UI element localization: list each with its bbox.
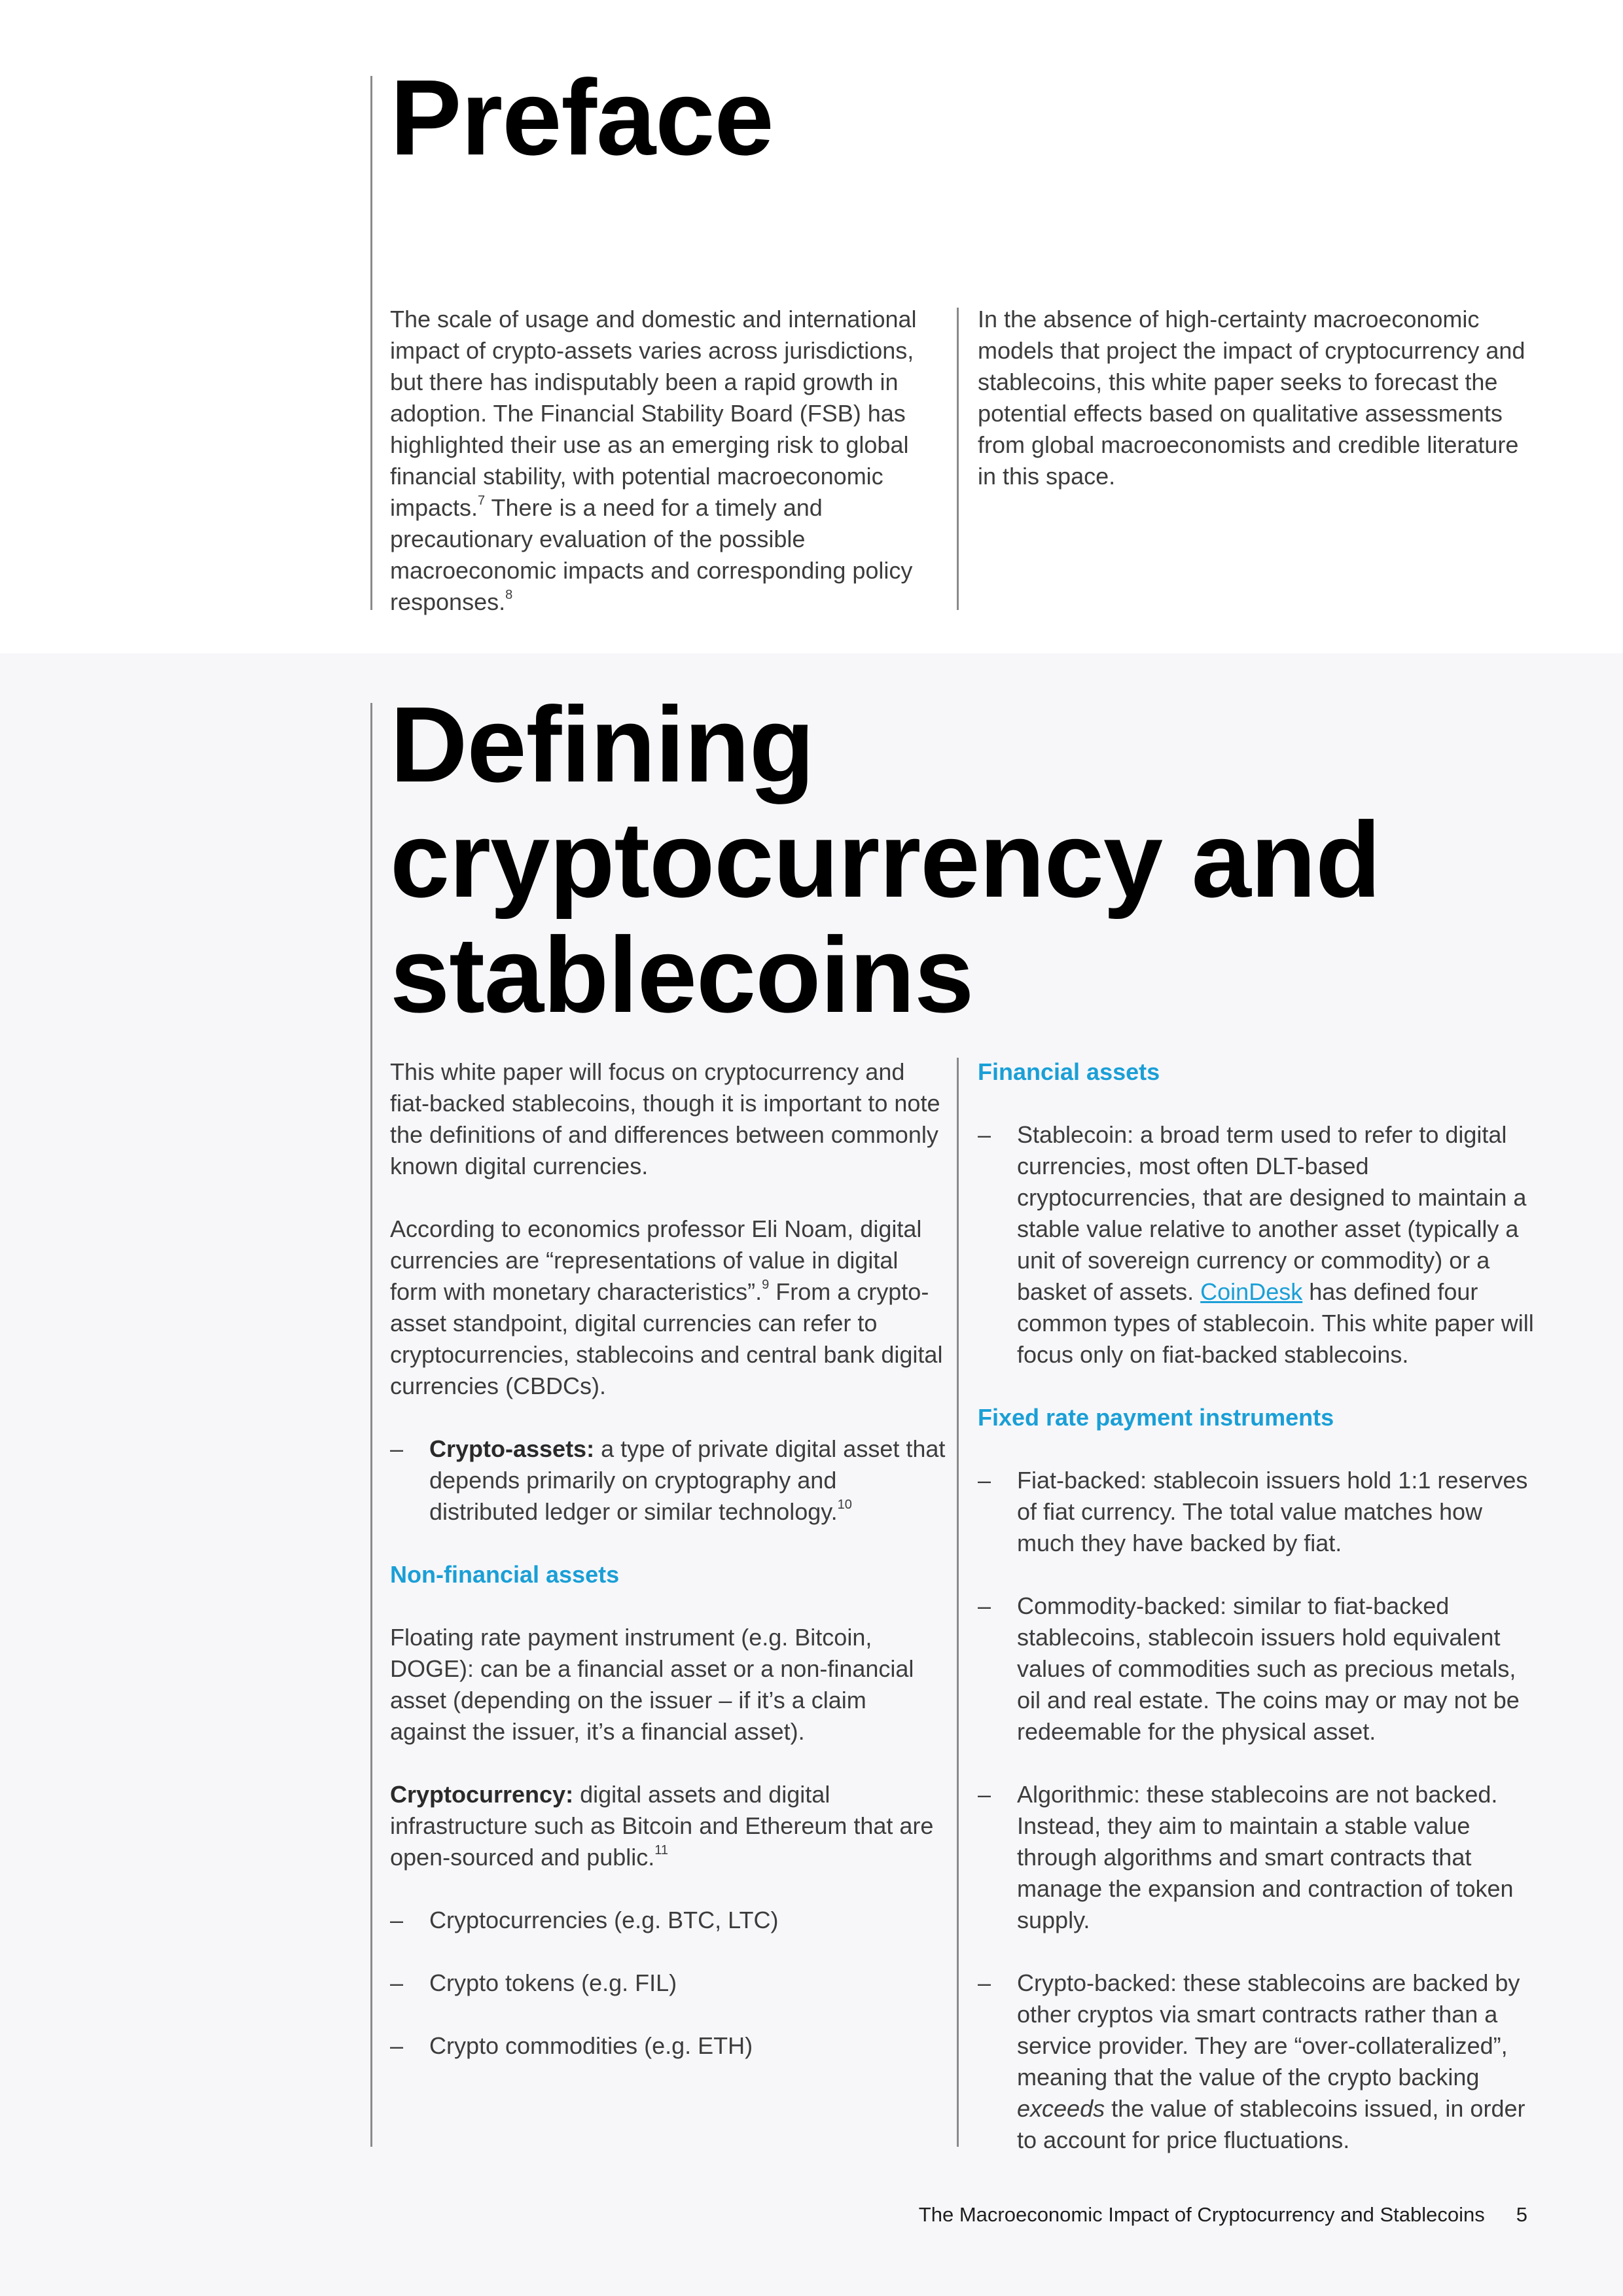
non-financial-heading: Non-financial assets bbox=[390, 1561, 620, 1588]
floating-rate-paragraph: Floating rate payment instrument (e.g. Bitcoin, DOGE): can be a financial asset or a non-financial asset (depending on the issuer – if it’s a claim against the issuer, it’s a financial asset). bbox=[390, 1624, 914, 1745]
preface-column-rule bbox=[957, 308, 959, 610]
preface-title: Preface bbox=[390, 58, 774, 177]
algorithmic-item: – Algorithmic: these stablecoins are not backed. Instead, they aim to maintain a stable value through algorithms and smart contracts that manage the expansion and contraction of token supply. bbox=[978, 1779, 1541, 1936]
defining-column-rule bbox=[957, 1058, 959, 2147]
defining-left-column bbox=[390, 1056, 946, 2062]
intro-paragraph: This white paper will focus on cryptocurrency and fiat-backed stablecoins, though it is important to note the definitions of and differences between commonly known digital currencies. bbox=[390, 1058, 940, 1179]
preface-left-column bbox=[390, 304, 933, 618]
fixed-rate-heading: Fixed rate payment instruments bbox=[978, 1404, 1334, 1431]
list-item: – Crypto tokens (e.g. FIL) bbox=[390, 1967, 946, 1999]
footnote-ref[interactable]: 7 bbox=[478, 493, 486, 508]
defining-title-rule bbox=[370, 703, 372, 2147]
page-number: 5 bbox=[1516, 2203, 1527, 2226]
preface-right-column bbox=[978, 304, 1541, 492]
page-footer bbox=[919, 2202, 1527, 2228]
footnote-ref[interactable]: 8 bbox=[505, 588, 513, 602]
fiat-backed-item: – Fiat-backed: stablecoin issuers hold 1:1 reserves of fiat currency. The total value matches how much they have backed by fiat. bbox=[978, 1465, 1541, 1559]
footnote-ref[interactable]: 9 bbox=[762, 1278, 770, 1292]
coindesk-link[interactable]: CoinDesk bbox=[1200, 1278, 1303, 1305]
list-item: – Crypto commodities (e.g. ETH) bbox=[390, 2030, 946, 2062]
commodity-backed-item: – Commodity-backed: similar to fiat-backed stablecoins, stablecoin issuers hold equivalent values of commodities such as precious metals, oil and real estate. The coins may or may not be redeemable for the physical asset. bbox=[978, 1590, 1541, 1748]
crypto-backed-item: – Crypto-backed: these stablecoins are backed by other cryptos via smart contracts rather than a service provider. They are “over-collateralized”, meaning that the value of the crypto backing exceeds the value of stablecoins issued, in order to account for price fluctuations. bbox=[978, 1967, 1541, 2156]
financial-assets-heading: Financial assets bbox=[978, 1058, 1160, 1085]
defining-right-column bbox=[978, 1056, 1541, 2156]
crypto-assets-item: – Crypto-assets: a type of private digital asset that depends primarily on cryptography and distributed ledger or similar technology.$^{10}$ bbox=[390, 1433, 946, 1528]
footer-title: The Macroeconomic Impact of Cryptocurrency and Stablecoins bbox=[918, 2203, 1485, 2226]
cryptocurrency-paragraph: Cryptocurrency: digital assets and digital infrastructure such as Bitcoin and Ethereum that are open-sourced and public.$^{11}$ bbox=[390, 1781, 934, 1871]
defining-title: Defining cryptocurrency and stablecoins bbox=[390, 685, 1381, 1035]
footnote-ref[interactable]: 11 bbox=[654, 1843, 669, 1857]
stablecoin-item: – Stablecoin: a broad term used to refer to digital currencies, most often DLT-based cryptocurrencies, that are designed to maintain a stable value relative to another asset (typically a unit of sovereign currency or commodity) or a basket of assets. CoinDesk has defined four common types of stablecoin. This white paper will focus only on fiat-backed stablecoins. bbox=[978, 1119, 1541, 1371]
noam-paragraph: According to economics professor Eli Noam, digital currencies are “representations of value in digital form with monetary characteristics”.$^9$ From a crypto-asset standpoint, digital currencies can refer to cryptocurrencies, stablecoins and central bank digital currencies (CBDCs). bbox=[390, 1215, 943, 1399]
preface-paragraph: The scale of usage and domestic and international impact of crypto-assets varies across jurisdictions, but there has indisputably been a rapid growth in adoption. The Financial Stability Board (FSB) has highlighted their use as an emerging risk to global financial stability, with potential macroeconomic impacts.$^7$ There is a need for a timely and precautionary evaluation of the possible macroeconomic impacts and corresponding policy responses.$^8$ bbox=[390, 306, 917, 615]
footnote-ref[interactable]: 10 bbox=[837, 1498, 852, 1512]
preface-paragraph: In the absence of high-certainty macroeconomic models that project the impact of cryptocurrency and stablecoins, this white paper seeks to forecast the potential effects based on qualitative assessments from global macroeconomists and credible literature in this space. bbox=[978, 306, 1525, 490]
list-item: – Cryptocurrencies (e.g. BTC, LTC) bbox=[390, 1905, 946, 1936]
preface-title-rule bbox=[370, 76, 372, 610]
